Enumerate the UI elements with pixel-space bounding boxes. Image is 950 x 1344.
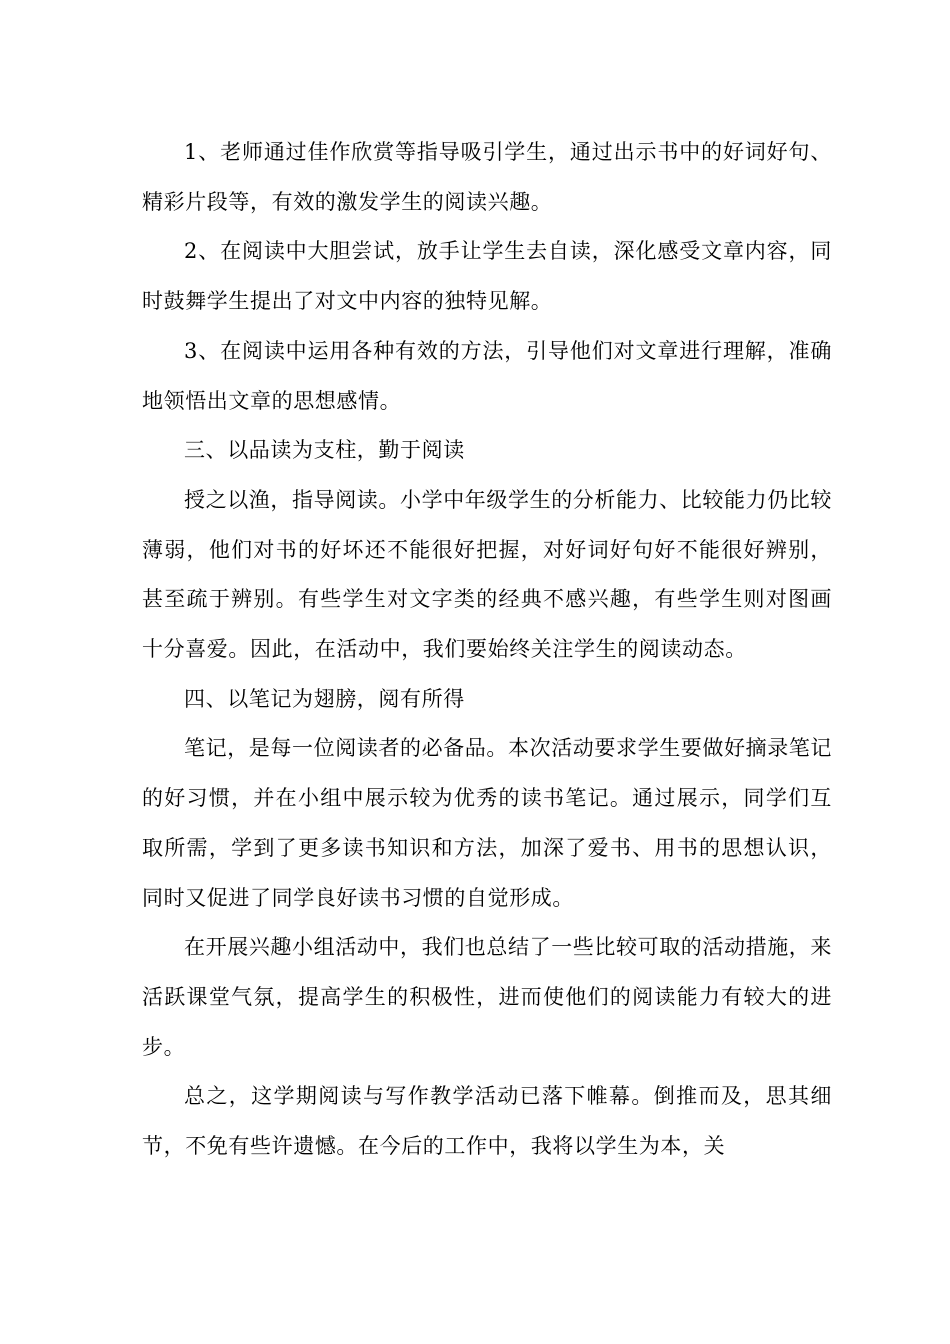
paragraph-interest-group: 在开展兴趣小组活动中，我们也总结了一些比较可取的活动措施，来活跃课堂气氛，提高学生的积极性，进而使他们的阅读能力有较大的进步。 [142,935,832,1059]
paragraph-guided-reading: 授之以渔，指导阅读。小学中年级学生的分析能力、比较能力仍比较薄弱，他们对书的好坏还不能很好把握，对好词好句好不能很好辨别，甚至疏于辨别。有些学生对文字类的经典不感兴趣，有些学生则对图画十分喜爱。因此，在活动中，我们要始终关注学生的阅读动态。 [142,487,832,662]
paragraph-item-2: 2、在阅读中大胆尝试，放手让学生去自读，深化感受文章内容，同时鼓舞学生提出了对文中内容的独特见解。 [142,239,832,314]
document-body [142,128,832,1172]
paragraph-item-1: 1、老师通过佳作欣赏等指导吸引学生，通过出示书中的好词好句、精彩片段等，有效的激发学生的阅读兴趣。 [142,140,832,214]
section-heading-3: 三、以品读为支柱，勤于阅读 [184,438,465,463]
paragraph-item-3: 3、在阅读中运用各种有效的方法，引导他们对文章进行理解，准确地领悟出文章的思想感情。 [142,338,832,413]
paragraph-notes: 笔记，是每一位阅读者的必备品。本次活动要求学生要做好摘录笔记的好习惯，并在小组中展示较为优秀的读书笔记。通过展示，同学们互取所需，学到了更多读书知识和方法，加深了爱书、用书的思想认识，同时又促进了同学良好读书习惯的自觉形成。 [142,736,832,910]
paragraph-summary: 总之，这学期阅读与写作教学活动已落下帷幕。倒推而及，思其细节，不免有些许遗憾。在今后的工作中，我将以学生为本，关 [142,1084,832,1159]
section-heading-4: 四、以笔记为翅膀，阅有所得 [184,686,465,711]
